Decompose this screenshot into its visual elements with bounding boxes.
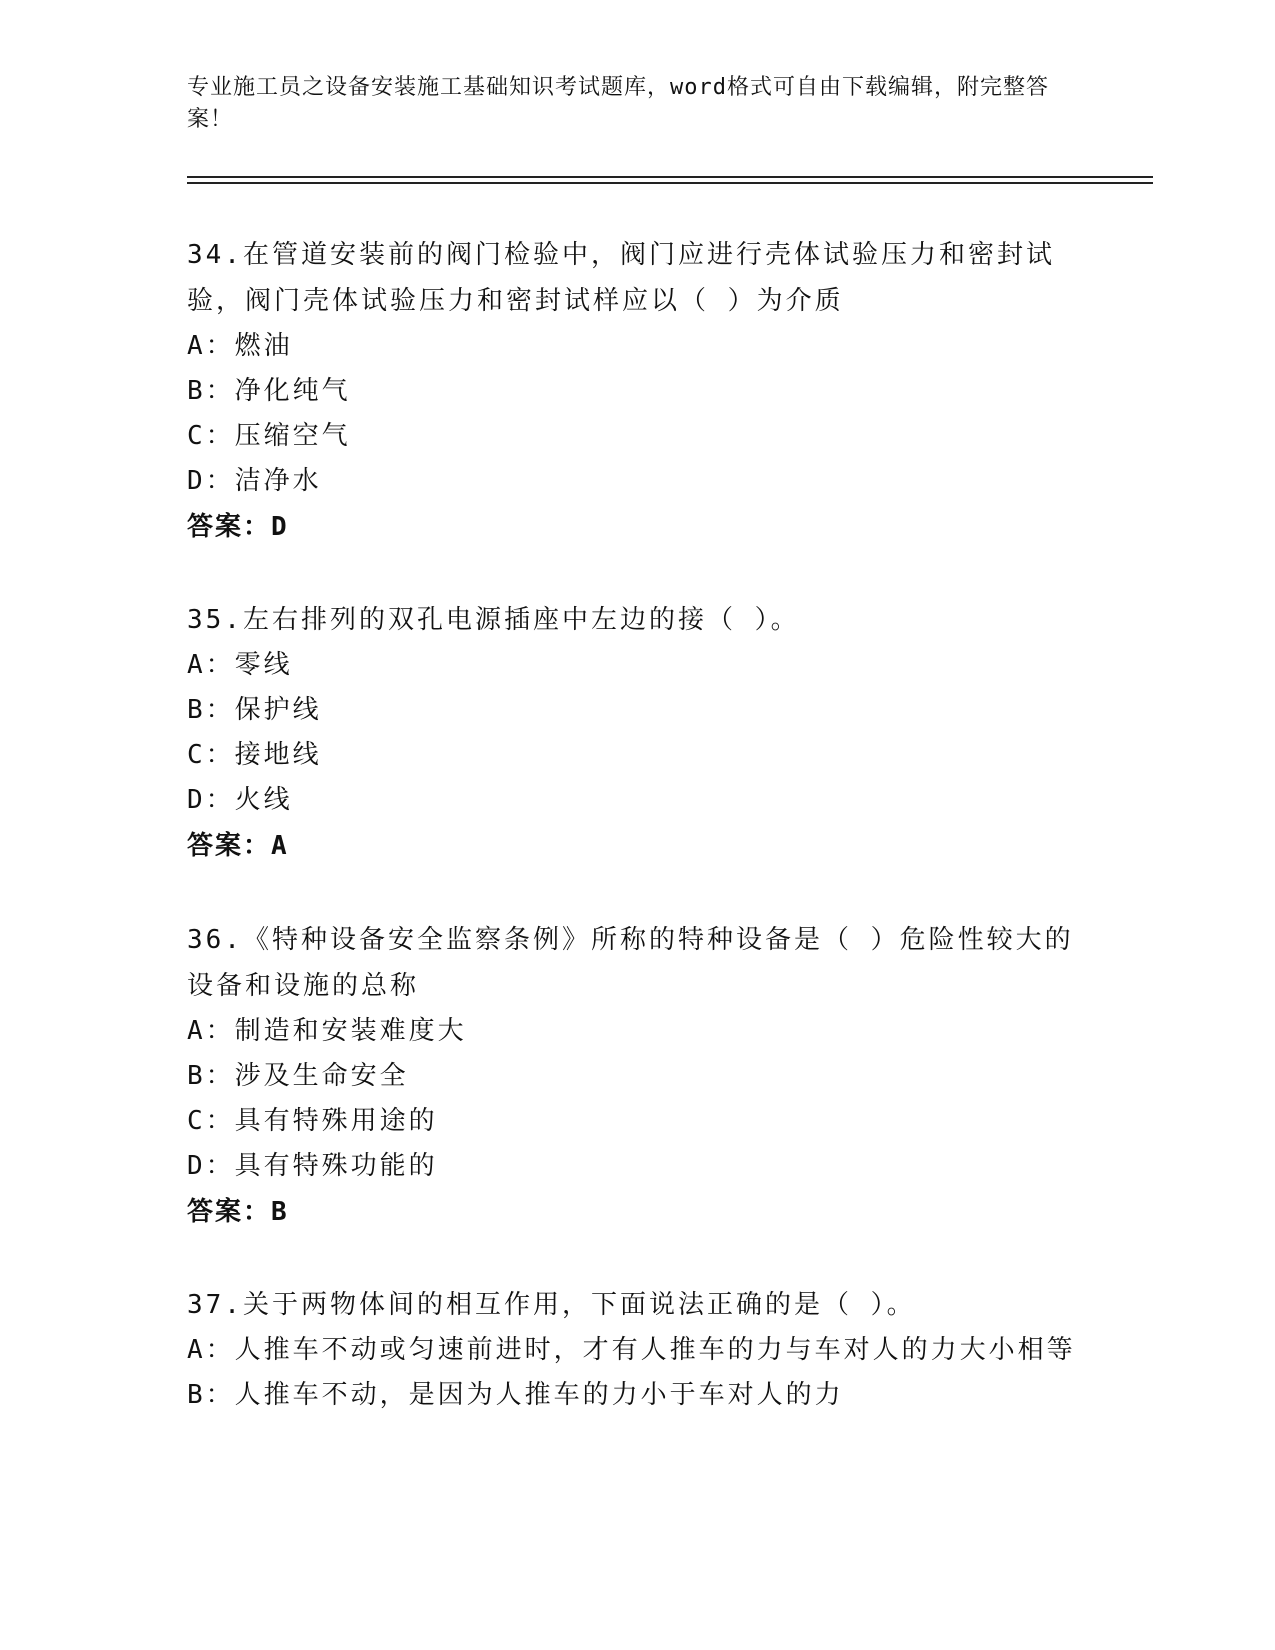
question-text: 35.左右排列的双孔电源插座中左边的接（ ）。: [187, 605, 800, 635]
question-text: 36.《特种设备安全监察条例》所称的特种设备是（ ）危险性较大的设备和设施的总称: [187, 925, 1074, 1001]
question-text: 37.关于两物体间的相互作用，下面说法正确的是（ ）。: [187, 1290, 916, 1320]
question-36: [187, 917, 1087, 1235]
option-a: A：制造和安装难度大: [187, 1016, 467, 1046]
answer-label: 答案：A: [187, 831, 289, 861]
option-c: C：压缩空气: [187, 421, 351, 451]
header-rule-bottom: [187, 182, 1153, 184]
option-b: B：保护线: [187, 695, 322, 725]
header-rule-top: [187, 176, 1153, 178]
option-a: A：人推车不动或匀速前进时，才有人推车的力与车对人的力大小相等: [187, 1335, 1076, 1365]
option-b: B：涉及生命安全: [187, 1061, 409, 1091]
option-a: A：零线: [187, 650, 293, 680]
option-d: D：具有特殊功能的: [187, 1151, 438, 1181]
question-34: [187, 232, 1087, 550]
option-b: B：人推车不动，是因为人推车的力小于车对人的力: [187, 1380, 844, 1410]
option-d: D：洁净水: [187, 466, 322, 496]
document-header: 专业施工员之设备安装施工基础知识考试题库，word格式可自由下载编辑，附完整答案！: [187, 75, 1049, 132]
option-b: B：净化纯气: [187, 376, 351, 406]
answer-label: 答案：D: [187, 512, 289, 542]
question-37: [187, 1282, 1087, 1418]
option-c: C：具有特殊用途的: [187, 1106, 438, 1136]
option-d: D：火线: [187, 785, 293, 815]
option-a: A：燃油: [187, 331, 293, 361]
question-35: [187, 597, 1087, 869]
answer-label: 答案：B: [187, 1197, 289, 1227]
option-c: C：接地线: [187, 740, 322, 770]
question-text: 34.在管道安装前的阀门检验中，阀门应进行壳体试验压力和密封试验，阀门壳体试验压力和密封试样应以（ ）为介质: [187, 240, 1055, 316]
